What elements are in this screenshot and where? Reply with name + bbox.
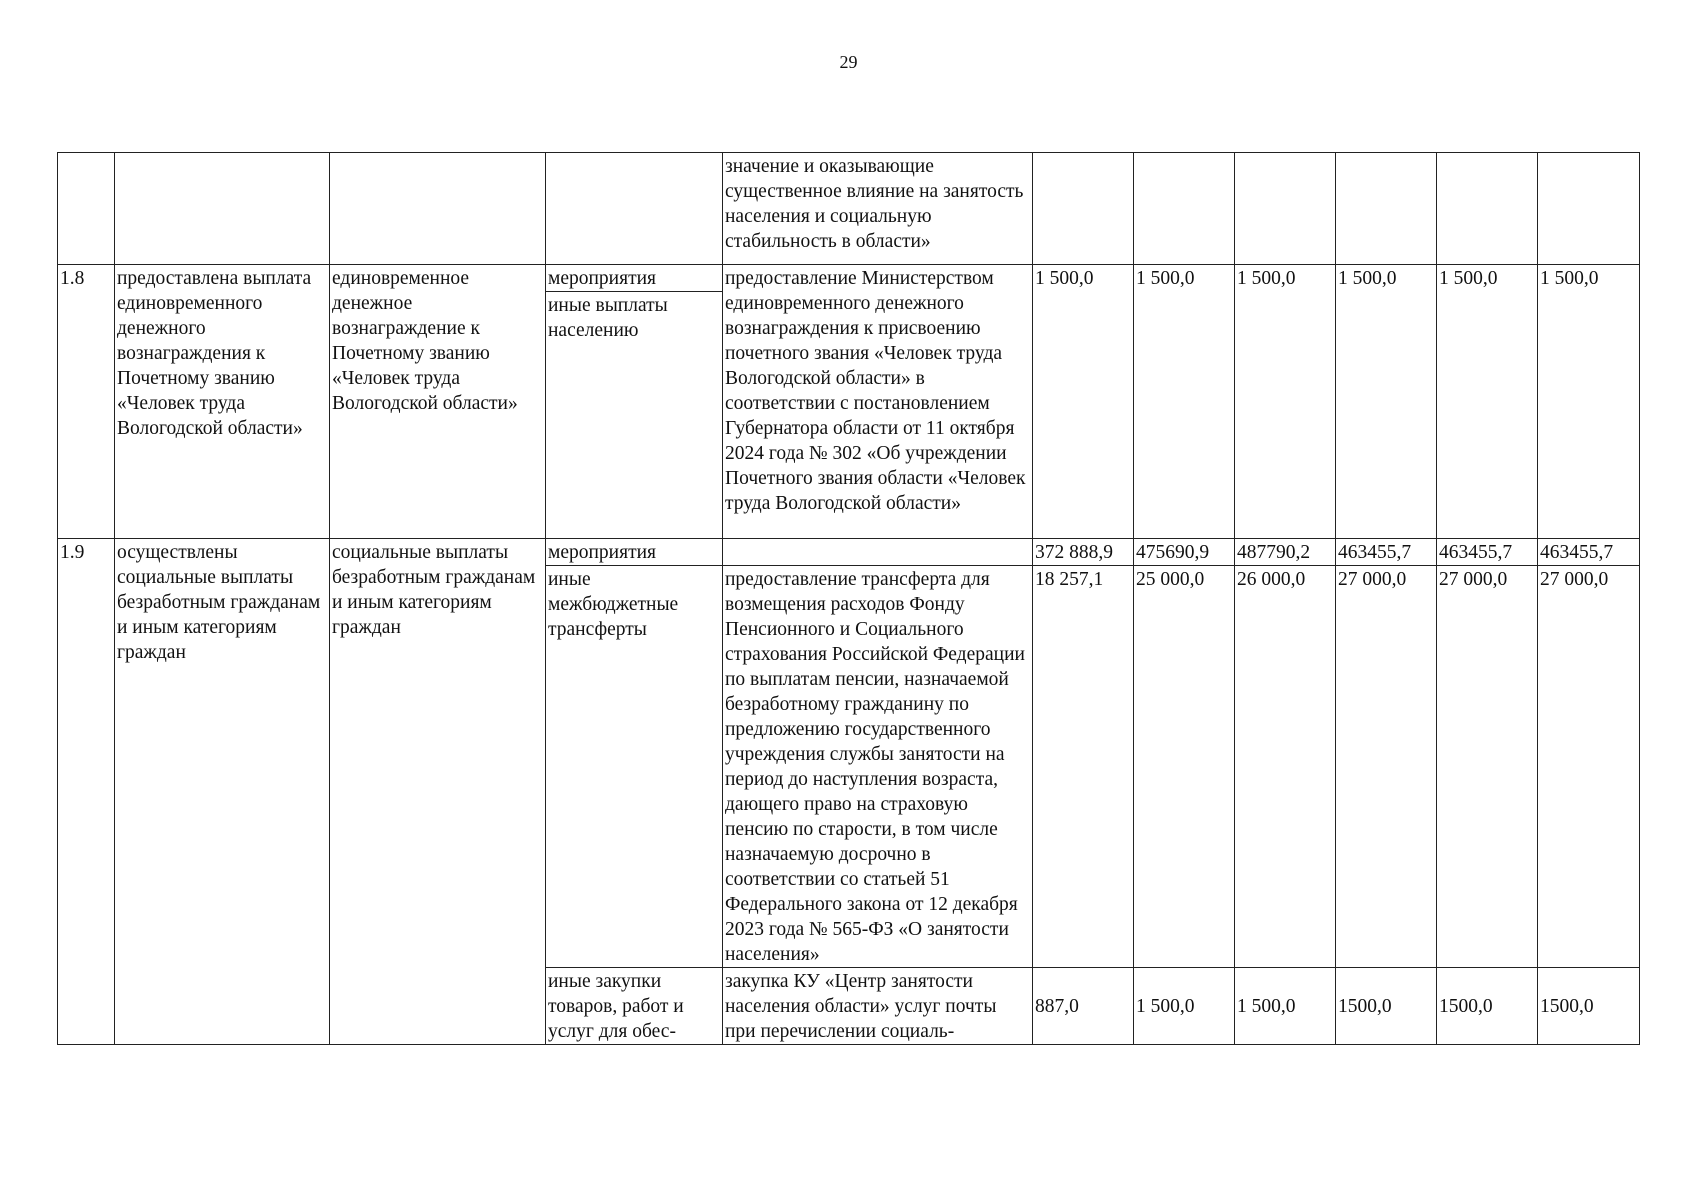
cell-num xyxy=(58,153,115,265)
cell-value xyxy=(1235,153,1336,265)
cell-value: 1 500,0 xyxy=(1336,265,1437,539)
table-row-1-9 xyxy=(58,539,1640,566)
cell-value: 25 000,0 xyxy=(1134,566,1235,968)
cell-description xyxy=(723,539,1033,566)
cell-value xyxy=(1336,153,1437,265)
cell-description: закупка КУ «Центр занятости населения области» услуг почты при перечислении социаль- xyxy=(723,968,1033,1045)
cell-expense: иные закупки товаров, работ и услуг для обес- xyxy=(546,968,723,1045)
cell-value: 463455,7 xyxy=(1437,539,1538,566)
cell-description: значение и оказывающие существенное влияние на занятость населения и социальную стабильность в области» xyxy=(723,153,1033,265)
cell-value xyxy=(1134,153,1235,265)
cell-value: 1 500,0 xyxy=(1134,265,1235,539)
cell-result: осуществлены социальные выплаты безработным гражданам и иным категориям граждан xyxy=(115,539,330,1045)
cell-value: 1 500,0 xyxy=(1033,265,1134,539)
row-number: 1.8 xyxy=(58,265,115,539)
row-number: 1.9 xyxy=(58,539,115,1045)
cell-description: предоставление трансферта для возмещения расходов Фонду Пенсионного и Социального страхования Российской Федерации по выплатам пенсии, назначаемой безработному гражданину по предложению государственного учреждения службы занятости на период до наступления возраста, дающего право на страховую пенсию по старости, в том числе назначаемую досрочно в соответствии со статьей 51 Федерального закона от 12 декабря 2023 года № 565-ФЗ «О занятости населения» xyxy=(723,566,1033,968)
budget-table xyxy=(57,152,1640,1045)
cell-type: мероприятия xyxy=(546,539,723,566)
cell-value: 1500,0 xyxy=(1437,968,1538,1045)
cell-result: предоставлена выплата единовременного денежного вознаграждения к Почетному званию «Человек труда Вологодской области» xyxy=(115,265,330,539)
cell-value: 27 000,0 xyxy=(1437,566,1538,968)
cell-value: 1500,0 xyxy=(1336,968,1437,1045)
cell-type: мероприятия xyxy=(546,265,723,292)
cell-value: 1 500,0 xyxy=(1134,968,1235,1045)
cell-value: 1500,0 xyxy=(1538,968,1640,1045)
cell-value: 26 000,0 xyxy=(1235,566,1336,968)
cell-value: 1 500,0 xyxy=(1538,265,1640,539)
cell-value: 463455,7 xyxy=(1336,539,1437,566)
cell-result xyxy=(115,153,330,265)
cell-value: 887,0 xyxy=(1033,968,1134,1045)
cell-expense: иные выплаты населению xyxy=(546,292,723,539)
cell-measure: социальные выплаты безработным гражданам и иным категориям граждан xyxy=(330,539,546,1045)
cell-expense xyxy=(546,153,723,265)
cell-value xyxy=(1033,153,1134,265)
cell-value: 463455,7 xyxy=(1538,539,1640,566)
cell-value: 1 500,0 xyxy=(1235,968,1336,1045)
cell-value: 1 500,0 xyxy=(1437,265,1538,539)
table-row-1-8 xyxy=(58,265,1640,292)
cell-description: предоставление Министерством единовременного денежного вознаграждения к присвоению почетного звания «Человек труда Вологодской области» в соответствии с постановлением Губернатора области от 11 октября 2024 года № 302 «Об учреждении Почетного звания области «Человек труда Вологодской области» xyxy=(723,265,1033,539)
cell-value: 475690,9 xyxy=(1134,539,1235,566)
cell-value: 27 000,0 xyxy=(1538,566,1640,968)
page-number: 29 xyxy=(839,52,858,72)
cell-measure: единовременное денежное вознаграждение к Почетному званию «Человек труда Вологодской области» xyxy=(330,265,546,539)
cell-measure xyxy=(330,153,546,265)
cell-value: 1 500,0 xyxy=(1235,265,1336,539)
table-row-continuation xyxy=(58,153,1640,265)
cell-expense: иные межбюджетные трансферты xyxy=(546,566,723,968)
cell-value: 487790,2 xyxy=(1235,539,1336,566)
cell-value: 27 000,0 xyxy=(1336,566,1437,968)
cell-value xyxy=(1538,153,1640,265)
cell-value xyxy=(1437,153,1538,265)
cell-value: 372 888,9 xyxy=(1033,539,1134,566)
cell-value: 18 257,1 xyxy=(1033,566,1134,968)
